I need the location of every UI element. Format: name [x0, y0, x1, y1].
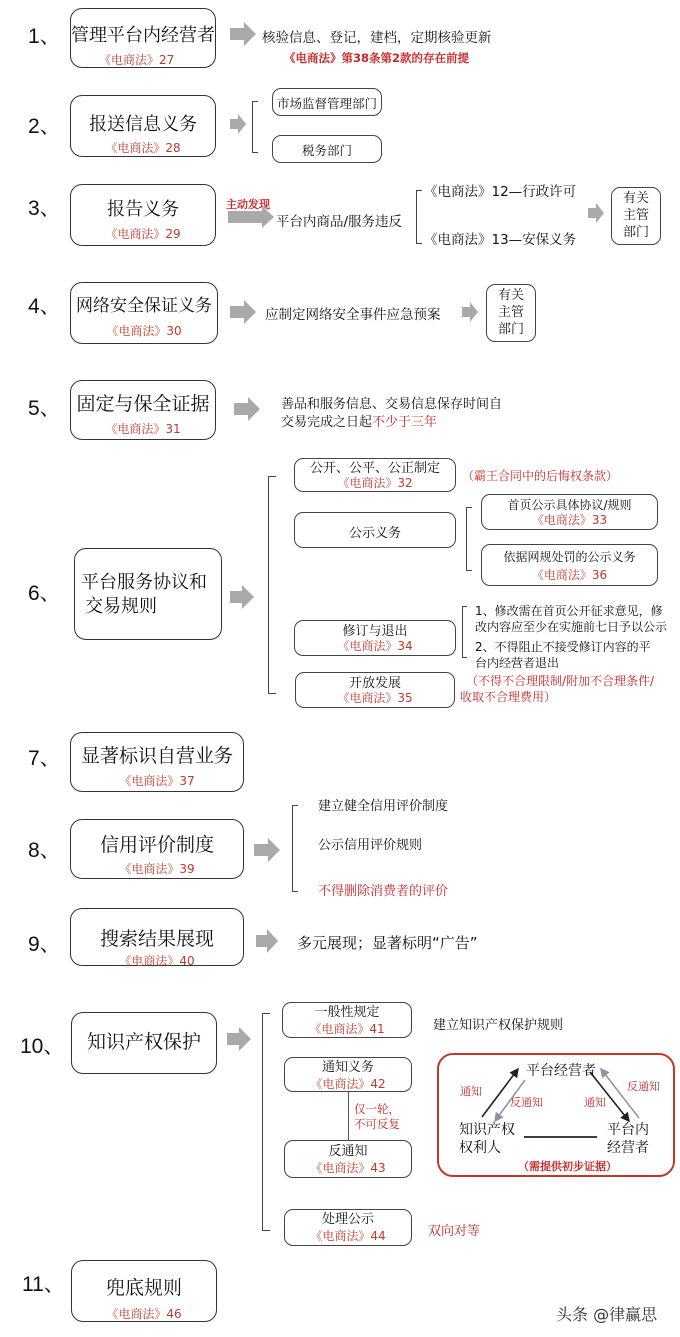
trigger-text: 平台内商品/服务违反 — [276, 214, 403, 230]
section-title: 显著标识自营业务 — [80, 745, 233, 767]
bracket — [462, 606, 467, 658]
section-box-manage-operators[interactable] — [70, 8, 216, 68]
edge-label: 反通知 — [510, 1096, 543, 1109]
law-ref: 《电商法》41 — [309, 1022, 385, 1036]
bracket — [416, 190, 422, 244]
credit-item: 建立健全信用评价制度 — [318, 799, 449, 814]
section-title: 知识产权保护 — [86, 1031, 201, 1053]
sub-title: 首页公示具体协议/规则 — [507, 498, 632, 512]
item-box-disclosure[interactable] — [294, 512, 456, 548]
target-box[interactable] — [272, 135, 382, 163]
edge-label: 反通知 — [627, 1080, 660, 1093]
node-line: 平台内 — [607, 1122, 649, 1138]
note-line: 仅一轮， — [354, 1102, 400, 1116]
section-number: 6、 — [28, 582, 61, 605]
result-text-line1: 善品和服务信息、交易信息保存时间自 — [281, 397, 503, 412]
law-ref: 《电商法》30 — [106, 324, 182, 338]
section-title: 固定与保全证据 — [76, 393, 210, 415]
item-box-counter-notice[interactable] — [284, 1140, 412, 1178]
bracket — [292, 805, 298, 892]
authority-label: 有关 — [622, 191, 649, 206]
section-number: 3、 — [28, 197, 61, 220]
note-line: 2、不得阻止不接受修订内容的平 — [475, 640, 651, 654]
law-ref: 《电商法》39 — [119, 862, 195, 876]
item-box-fair-formulation[interactable] — [294, 458, 456, 492]
law-ref: 《电商法》36 — [531, 568, 608, 582]
section-number: 5、 — [28, 397, 61, 420]
section-box-credit-rating[interactable] — [70, 819, 244, 879]
authority-box[interactable] — [486, 284, 536, 342]
section-number: 10、 — [20, 1035, 65, 1058]
result-text-line2 — [281, 411, 437, 430]
item-box-revision[interactable] — [294, 620, 456, 656]
connector-line — [348, 1092, 349, 1140]
law-ref: 《电商法》31 — [105, 422, 181, 436]
item-title: 通知义务 — [321, 1060, 374, 1075]
bracket — [268, 476, 276, 694]
law-ref: 《电商法》35 — [337, 691, 413, 705]
result-text-prefix: 交易完成之日起 — [281, 415, 373, 430]
edge-label: 通知 — [584, 1096, 606, 1109]
section-box-network-security[interactable] — [70, 282, 218, 344]
section-number: 7、 — [28, 747, 61, 770]
note-line: 改内容应至少在实施前七日予以公示 — [475, 620, 668, 634]
bracket — [262, 1013, 270, 1231]
law-ref: 《电商法》44 — [310, 1229, 386, 1243]
link-note — [354, 1102, 400, 1132]
item-box-notice-duty[interactable] — [284, 1057, 412, 1092]
law-ref: 《电商法》29 — [105, 227, 181, 241]
section-number: 8、 — [28, 839, 61, 862]
section-number: 9、 — [28, 933, 61, 956]
section-title: 报告义务 — [107, 199, 179, 220]
note-line: 1、修改需在首页公开征求意见，修 — [475, 604, 663, 618]
watermark: 头条 @律赢思 — [556, 1305, 658, 1324]
node-platform-operator: 平台经营者 — [526, 1063, 596, 1079]
result-text: 应制定网络安全事件应急预案 — [265, 307, 441, 323]
law-ref: 《电商法》34 — [337, 639, 413, 653]
result-text: 多元展现；显著标明“广告” — [297, 934, 478, 952]
section-box-report-duty[interactable] — [70, 184, 216, 246]
authority-label: 部门 — [497, 322, 524, 337]
law-ref: 《电商法》42 — [310, 1077, 386, 1091]
sub-box-homepage[interactable] — [481, 494, 658, 530]
law-ref: 《电商法》33 — [531, 513, 608, 527]
section-number: 11、 — [22, 1273, 65, 1296]
target-box[interactable] — [272, 88, 382, 116]
item-box-open-development[interactable] — [295, 672, 455, 708]
law-ref: 《电商法》27 — [99, 53, 175, 67]
section-box-self-operated[interactable] — [70, 732, 244, 792]
section-title-line2: 交易规则 — [85, 596, 157, 617]
revision-note — [475, 603, 667, 671]
credit-item: 公示信用评价规则 — [318, 838, 423, 853]
authority-label: 主管 — [622, 208, 649, 223]
note-text: 《电商法》第38条第2款的存在前提 — [284, 51, 470, 65]
target-label: 税务部门 — [301, 143, 352, 158]
section-box-service-agreement[interactable] — [74, 548, 222, 640]
section-title: 管理平台内经营者 — [71, 25, 215, 46]
node-line: 知识产权 — [459, 1122, 515, 1138]
item-box-processing-disclosure[interactable] — [284, 1209, 412, 1246]
section-title: 信用评价制度 — [99, 834, 214, 856]
sub-box-penalty-disclosure[interactable] — [481, 544, 658, 586]
section-title-line1: 平台服务协议和 — [81, 572, 207, 593]
section-box-ip-protection[interactable] — [71, 1012, 217, 1074]
item-title: 公示义务 — [348, 526, 401, 541]
item-box-general-provisions[interactable] — [282, 1002, 412, 1038]
open-development-note — [460, 673, 654, 705]
bracket — [252, 101, 258, 153]
authority-label: 部门 — [622, 225, 649, 240]
node-ip-rights-holder — [459, 1121, 515, 1157]
item-title: 反通知 — [328, 1144, 368, 1159]
law-ref: 《电商法》43 — [310, 1161, 386, 1175]
authority-label: 主管 — [497, 305, 524, 320]
section-number: 2、 — [28, 115, 61, 138]
law-item: 《电商法》12—行政许可 — [424, 184, 577, 200]
section-title: 网络安全保证义务 — [76, 296, 212, 316]
section-title: 搜索结果展现 — [99, 928, 214, 950]
section-box-search-results[interactable] — [70, 908, 244, 966]
sub-title: 依据网规处罚的公示义务 — [503, 550, 636, 564]
authority-box[interactable] — [611, 187, 661, 245]
result-text: 核验信息、登记，建档，定期核验更新 — [262, 30, 492, 46]
section-number: 4、 — [28, 295, 61, 318]
section-number: 1、 — [28, 25, 61, 48]
item-note: 建立知识产权保护规则 — [433, 1018, 564, 1033]
node-line: 权利人 — [459, 1140, 501, 1156]
note-line: 收取不合理费用） — [460, 690, 557, 704]
credit-item-warning: 不得删除消费者的评价 — [318, 884, 449, 899]
law-ref: 《电商法》32 — [337, 476, 413, 490]
section-title: 兜底规则 — [105, 1277, 182, 1299]
authority-label: 有关 — [497, 288, 524, 303]
note-line: 不可反复 — [354, 1117, 400, 1131]
bracket — [466, 507, 472, 571]
section-box-fallback-rule[interactable] — [71, 1260, 217, 1322]
law-item: 《电商法》13—安保义务 — [424, 232, 577, 248]
note-line: 台内经营者退出 — [475, 656, 560, 670]
item-title: 处理公示 — [321, 1212, 374, 1227]
section-title: 报送信息义务 — [89, 114, 197, 135]
evidence-note: （需提供初步证据） — [518, 1160, 617, 1173]
section-box-report-info[interactable] — [70, 95, 216, 157]
law-ref: 《电商法》28 — [105, 141, 181, 155]
result-highlight: 不少于三年 — [372, 415, 438, 430]
edge-label: 通知 — [460, 1085, 482, 1098]
item-title: 修订与退出 — [342, 624, 408, 639]
node-line: 经营者 — [607, 1140, 649, 1156]
item-title: 开放发展 — [348, 676, 401, 691]
law-ref: 《电商法》40 — [119, 954, 195, 968]
section-box-evidence[interactable] — [70, 380, 216, 440]
item-note: 双向对等 — [428, 1224, 481, 1239]
arrow-label: 主动发现 — [226, 198, 270, 211]
item-title: 一般性规定 — [314, 1005, 380, 1020]
item-note: （霸王合同中的后悔权条款） — [462, 469, 619, 483]
node-in-platform-operator — [607, 1121, 649, 1157]
law-ref: 《电商法》37 — [119, 774, 195, 788]
law-ref: 《电商法》46 — [106, 1307, 182, 1321]
target-label: 市场监督管理部门 — [276, 96, 377, 111]
item-title: 公开、公平、公正制定 — [309, 461, 440, 476]
note-line: （不得不合理限制/附加不合理条件/ — [466, 674, 655, 688]
